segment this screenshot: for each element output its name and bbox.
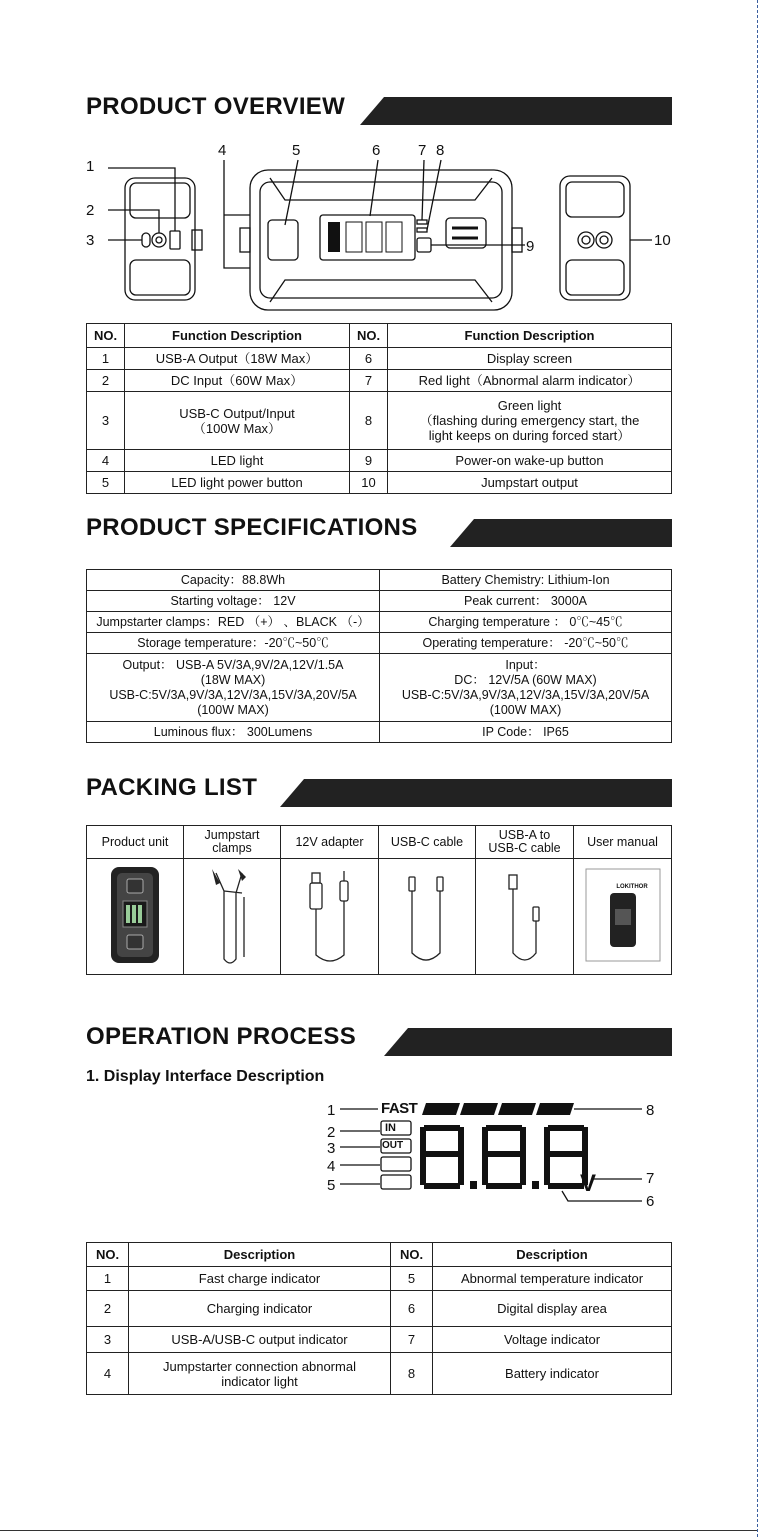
usbc-cable-image [397,863,457,967]
table-cell: Digital display area [433,1291,672,1327]
packing-header: 12V adapter [281,826,379,859]
table-cell: 1 [87,1267,129,1291]
table-cell: 4 [87,1353,129,1395]
manual-brand-text: LOKITHOR [616,884,648,890]
table-cell: 4 [87,450,125,472]
callout-9: 9 [526,238,535,255]
table-cell: Charging temperature ： 0℃~45℃ [380,612,672,633]
table-cell: Power-on wake-up button [388,450,672,472]
page-edge-dashed-line [757,0,758,1537]
table-cell: Output： USB-A 5V/3A,9V/2A,12V/1.5A (18W MAX) USB-C:5V/3A,9V/3A,12V/3A,15V/3A,20V/5A (100W MAX) [87,654,380,722]
table-cell: 8 [391,1353,433,1395]
table-cell: 8 [350,392,388,450]
callout-1: 1 [86,158,95,175]
table-cell: 9 [350,450,388,472]
display-callout-8: 8 [646,1102,655,1119]
overview-function-table [86,323,672,494]
table-cell: Voltage indicator [433,1327,672,1353]
table-cell: Fast charge indicator [129,1267,391,1291]
section-bar-packing [280,779,672,807]
table-cell: Abnormal temperature indicator [433,1267,672,1291]
display-callout-7: 7 [646,1170,655,1187]
callout-3: 3 [86,232,95,249]
packing-image-product-unit [87,859,184,975]
display-interface-diagram [320,1095,670,1215]
section-title-overview: PRODUCT OVERVIEW [86,93,346,120]
page-bottom-rule [0,1530,757,1531]
display-callout-3: 3 [327,1140,336,1157]
section-title-packing: PACKING LIST [86,774,258,801]
usba-cable-image [495,863,555,967]
packing-table [86,825,672,975]
product-unit-image [105,863,165,967]
user-manual-image [582,863,664,967]
table-header: Function Description [388,324,672,348]
clamps-image [202,863,262,967]
table-cell: Battery indicator [433,1353,672,1395]
packing-image-adapter [281,859,379,975]
callout-2: 2 [86,202,95,219]
table-cell: 5 [391,1267,433,1291]
table-cell: Jumpstarter clamps：RED （+） 、BLACK （-） [87,612,380,633]
table-cell: 5 [87,472,125,494]
display-callout-5: 5 [327,1177,336,1194]
packing-header: USB-C cable [379,826,476,859]
table-cell: 7 [391,1327,433,1353]
packing-header: Jumpstart clamps [184,826,281,859]
table-cell: Peak current： 3000A [380,591,672,612]
table-header: Description [129,1243,391,1267]
table-cell: Jumpstart output [388,472,672,494]
packing-image-usba-cable [476,859,574,975]
spec-table [86,569,672,743]
table-cell: Battery Chemistry: Lithium-Ion [380,570,672,591]
table-cell: 1 [87,348,125,370]
table-header: NO. [87,1243,129,1267]
section-bar-specs [450,519,672,547]
in-indicator: IN [385,1122,396,1134]
table-cell: Capacity：88.8Wh [87,570,380,591]
table-cell: 6 [350,348,388,370]
table-header: NO. [87,324,125,348]
table-header: NO. [391,1243,433,1267]
section-title-specs: PRODUCT SPECIFICATIONS [86,514,418,541]
table-cell: Starting voltage： 12V [87,591,380,612]
table-header: Function Description [125,324,350,348]
callout-5: 5 [292,142,301,159]
table-header: NO. [350,324,388,348]
table-cell: Storage temperature：-20℃~50℃ [87,633,380,654]
section-bar-overview [360,97,672,125]
table-cell: LED light power button [125,472,350,494]
packing-image-usbc-cable [379,859,476,975]
display-callout-1: 1 [327,1102,336,1119]
table-cell: 7 [350,370,388,392]
table-cell: USB-A/USB-C output indicator [129,1327,391,1353]
callout-4: 4 [218,142,227,159]
table-cell: 10 [350,472,388,494]
table-cell: Green light （flashing during emergency start, the light keeps on during forced start） [388,392,672,450]
table-cell: Operating temperature： -20℃~50℃ [380,633,672,654]
packing-image-manual [574,859,672,975]
packing-image-clamps [184,859,281,975]
display-callout-4: 4 [327,1158,336,1175]
product-overview-diagram [80,140,680,320]
display-callout-6: 6 [646,1193,655,1210]
callout-7: 7 [418,142,427,159]
table-cell: USB-C Output/Input （100W Max） [125,392,350,450]
table-cell: USB-A Output（18W Max） [125,348,350,370]
table-cell: Charging indicator [129,1291,391,1327]
packing-header: User manual [574,826,672,859]
display-callout-2: 2 [327,1124,336,1141]
table-cell: 2 [87,1291,129,1327]
table-cell: 3 [87,392,125,450]
table-cell: 6 [391,1291,433,1327]
callout-8: 8 [436,142,445,159]
fast-charge-indicator: FAST [381,1100,418,1117]
table-cell: DC Input（60W Max） [125,370,350,392]
voltage-unit-indicator: V [580,1170,597,1197]
table-header: Description [433,1243,672,1267]
callout-6: 6 [372,142,381,159]
table-cell: 3 [87,1327,129,1353]
packing-header: Product unit [87,826,184,859]
table-cell: LED light [125,450,350,472]
table-cell: 2 [87,370,125,392]
section-title-operation: OPERATION PROCESS [86,1023,357,1050]
table-cell: Red light（Abnormal alarm indicator） [388,370,672,392]
table-cell: IP Code： IP65 [380,722,672,743]
table-cell: Luminous flux： 300Lumens [87,722,380,743]
table-cell: Display screen [388,348,672,370]
table-cell: Input： DC： 12V/5A (60W MAX) USB-C:5V/3A,9V/3A,12V/3A,15V/3A,20V/5A (100W MAX) [380,654,672,722]
out-indicator: OUT [382,1140,404,1151]
callout-10: 10 [654,232,671,249]
display-description-table [86,1242,672,1395]
adapter-image [300,863,360,967]
display-interface-subheading: 1. Display Interface Description [86,1068,325,1085]
section-bar-operation [384,1028,672,1056]
packing-header: USB-A to USB-C cable [476,826,574,859]
table-cell: Jumpstarter connection abnormal indicator light [129,1353,391,1395]
